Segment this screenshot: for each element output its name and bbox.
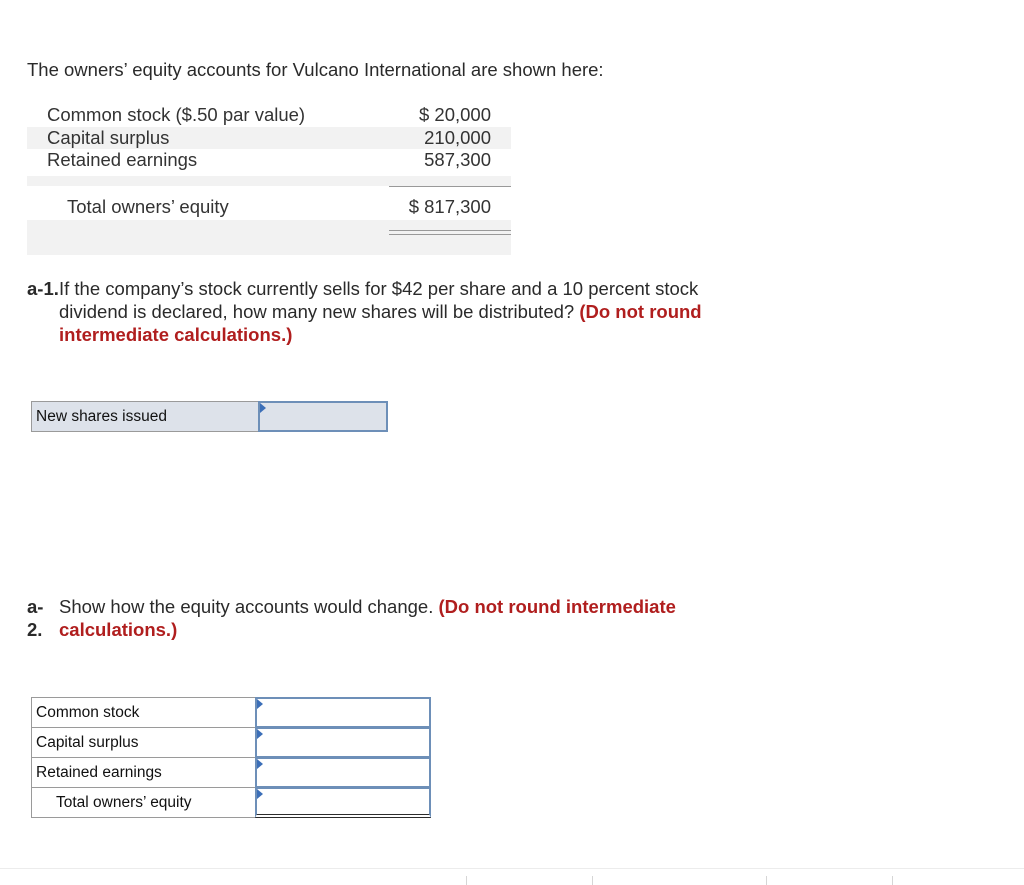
question-number: 2. — [27, 619, 43, 640]
question-line: If the company’s stock currently sells for $42 per share and a 10 percent stock — [59, 278, 699, 299]
question-text: dividend is declared, how many new shares will be distributed? — [59, 301, 575, 322]
equity-value: 587,300 — [424, 149, 491, 170]
instruction-text: calculations.) — [59, 619, 178, 640]
equity-value: $ 20,000 — [418, 104, 491, 125]
answer-label: Retained earnings — [31, 757, 256, 788]
divider-tick — [592, 876, 593, 885]
row-shade — [27, 220, 511, 255]
double-rule-bottom — [389, 234, 511, 235]
question-line — [59, 595, 676, 618]
answer-label: Total owners’ equity — [31, 787, 256, 818]
answer-label: Common stock — [31, 697, 256, 728]
question-text: Show how the equity accounts would change. — [59, 596, 434, 617]
instruction-text: (Do not round — [579, 301, 702, 322]
row-shade — [27, 176, 511, 186]
answer-label: Capital surplus — [31, 727, 256, 758]
divider-tick — [766, 876, 767, 885]
common-stock-input[interactable] — [255, 697, 431, 728]
question-a1 — [27, 277, 807, 347]
capital-surplus-input[interactable] — [255, 727, 431, 758]
equity-label: Capital surplus — [47, 126, 170, 148]
total-equity-input[interactable] — [255, 787, 431, 818]
instruction-text: (Do not round intermediate — [438, 596, 676, 617]
question-line — [59, 300, 702, 323]
input-marker-icon — [257, 699, 263, 709]
equity-value: 210,000 — [424, 126, 491, 148]
new-shares-input[interactable] — [258, 401, 388, 432]
retained-earnings-input[interactable] — [255, 757, 431, 788]
equity-label: Retained earnings — [47, 149, 198, 170]
equity-label: Common stock ($.50 par value) — [47, 104, 306, 125]
question-number: a-1. — [27, 278, 59, 299]
total-value: $ 817,300 — [408, 196, 491, 217]
equity-row — [27, 127, 511, 150]
input-marker-icon — [257, 759, 263, 769]
double-rule-top — [389, 230, 511, 231]
intro-text: The owners’ equity accounts for Vulcano International are shown here: — [27, 59, 604, 80]
equity-table — [27, 104, 511, 172]
equity-row — [27, 149, 511, 172]
input-marker-icon — [260, 403, 266, 413]
answer-label: New shares issued — [31, 401, 259, 432]
question-a2 — [27, 595, 807, 645]
question-number: a- — [27, 596, 44, 617]
divider-tick — [466, 876, 467, 885]
instruction-text: intermediate calculations.) — [59, 324, 293, 345]
divider — [0, 868, 1024, 869]
equity-row — [27, 104, 511, 127]
input-marker-icon — [257, 789, 263, 799]
subtotal-rule — [389, 186, 511, 187]
equity-total-row — [27, 176, 511, 255]
input-marker-icon — [257, 729, 263, 739]
total-label: Total owners’ equity — [67, 196, 229, 217]
divider-tick — [892, 876, 893, 885]
